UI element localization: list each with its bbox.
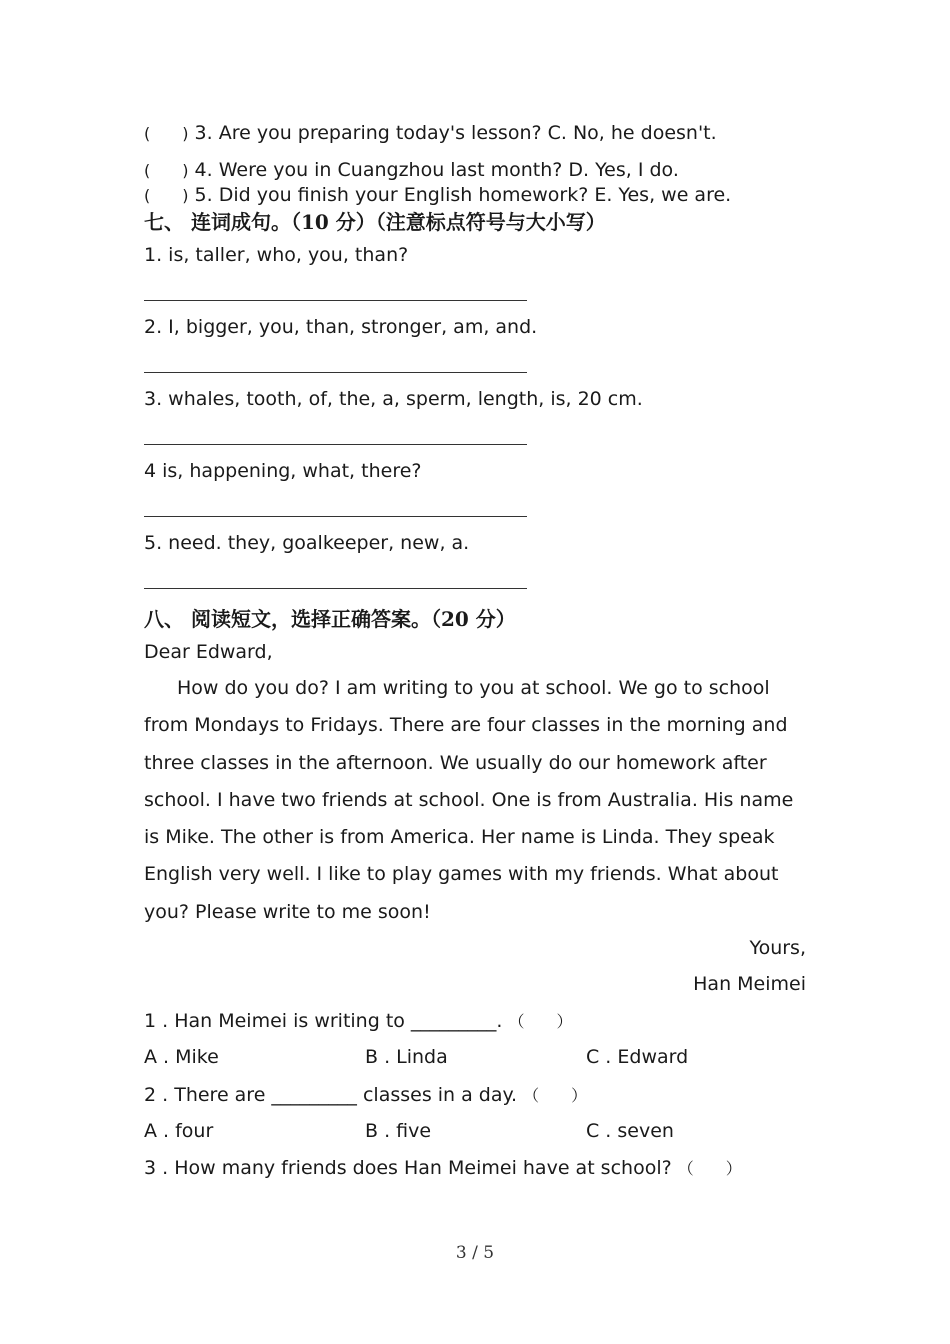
answer-bracket[interactable]: ( ) xyxy=(144,186,189,205)
answer-bracket[interactable]: ( ) xyxy=(144,124,189,143)
page-number: 3 / 5 xyxy=(455,1243,495,1263)
answer-line-1[interactable] xyxy=(144,300,527,301)
answer-bracket[interactable]: （ ） xyxy=(523,1086,588,1105)
sentence-item-4: 4 is, happening, what, there? xyxy=(144,460,422,482)
option-a[interactable]: A . four xyxy=(144,1120,214,1142)
question-2 xyxy=(144,1083,587,1106)
letter-salutation: Dear Edward, xyxy=(144,641,273,663)
section-8-heading: 八、 阅读短文，选择正确答案。（20 分） xyxy=(144,607,516,631)
answer-line-5[interactable] xyxy=(144,588,527,589)
question-text: 2 . There are _________ classes in a day. xyxy=(144,1084,518,1106)
sentence-item-3: 3. whales, tooth, of, the, a, sperm, length, is, 20 cm. xyxy=(144,388,643,410)
answer-bracket[interactable]: （ ） xyxy=(508,1012,573,1031)
answer-bracket[interactable]: （ ） xyxy=(677,1159,742,1178)
match-item-text: 4. Were you in Cuangzhou last month? D. Yes, I do. xyxy=(194,159,679,181)
match-item-text: 3. Are you preparing today's lesson? C. No, he doesn't. xyxy=(194,122,717,144)
question-text: 1 . Han Meimei is writing to _________. xyxy=(144,1010,503,1032)
answer-line-2[interactable] xyxy=(144,372,527,373)
letter-body: How do you do? I am writing to you at school. We go to school from Mondays to Fridays. There are four classes in the morning and three classes in the afternoon. We usually do our homework after school. I have two friends at school. One is from Australia. His name is Mike. The other is from America. Her name is Linda. They speak English very well. I like to play games with my friends. What about you? Please write to me soon! xyxy=(144,677,794,923)
answer-bracket[interactable]: ( ) xyxy=(144,161,189,180)
answer-line-3[interactable] xyxy=(144,444,527,445)
letter-signature: Han Meimei xyxy=(693,973,806,995)
option-a[interactable]: A . Mike xyxy=(144,1046,219,1068)
question-3 xyxy=(144,1156,742,1179)
sentence-item-2: 2. I, bigger, you, than, stronger, am, and. xyxy=(144,316,538,338)
option-c[interactable]: C . Edward xyxy=(586,1046,689,1068)
match-item-4 xyxy=(144,158,679,181)
section-7-heading: 七、 连词成句。（10 分）（注意标点符号与大小写） xyxy=(144,210,606,234)
option-b[interactable]: B . five xyxy=(365,1120,432,1142)
match-item-3 xyxy=(144,121,717,144)
match-item-text: 5. Did you finish your English homework? E. Yes, we are. xyxy=(194,184,732,206)
sentence-item-5: 5. need. they, goalkeeper, new, a. xyxy=(144,532,470,554)
option-c[interactable]: C . seven xyxy=(586,1120,674,1142)
option-b[interactable]: B . Linda xyxy=(365,1046,448,1068)
match-item-5 xyxy=(144,183,731,206)
question-1 xyxy=(144,1009,573,1032)
question-text: 3 . How many friends does Han Meimei have at school? xyxy=(144,1157,672,1179)
letter-closing: Yours, xyxy=(749,937,806,959)
answer-line-4[interactable] xyxy=(144,516,527,517)
sentence-item-1: 1. is, taller, who, you, than? xyxy=(144,244,409,266)
